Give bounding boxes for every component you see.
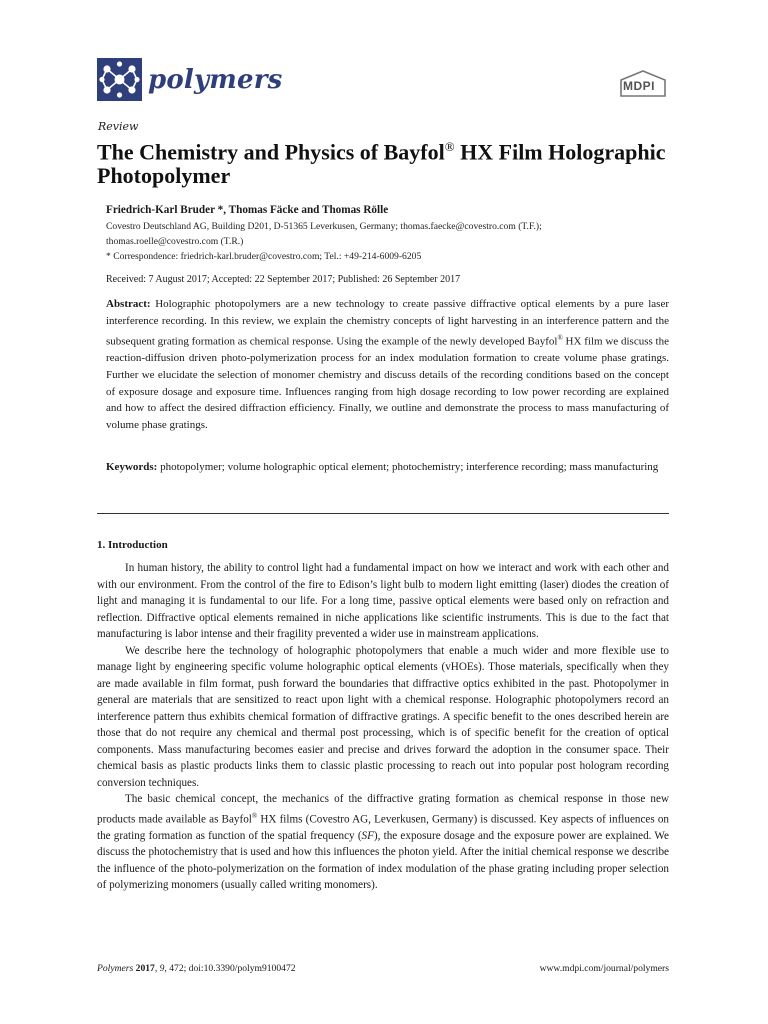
authors: Friedrich-Karl Bruder *, Thomas Fäcke and Thomas Rölle [106, 204, 389, 216]
affiliation-cont: thomas.roelle@covestro.com (T.R.) [106, 236, 244, 247]
journal-name: polymers [148, 64, 283, 95]
article-title: The Chemistry and Physics of Bayfol® HX Film Holographic Photopolymer [97, 139, 666, 189]
abstract: Abstract: Holographic photopolymers are a new technology to create passive diffractive optical elements by a pure laser interference recording. In this review, we explain the chemistry concepts of light harvesting in an interference pattern and the subsequent grating formation as chemical response. Using the example of the newly developed Bayfol® HX film we discuss the reaction-diffusion driven photo-polymerization process for an index modulation formation to create volume phase gratings. Further we elucidate the selection of monomer chemistry and discuss details of the recording conditions based on the concept of exposure dosage and exposure time. Influences ranging from high dosage recording to low power recording are explained and how to affect the desired diffraction efficiency. Finally, we outline and demonstrate the process to mass manufacturing of volume phase gratings. [106, 298, 669, 432]
polymers-logo-icon [97, 58, 142, 101]
journal-logo[interactable] [97, 58, 283, 101]
abstract-label: Abstract: [106, 298, 151, 310]
mdpi-logo[interactable] [617, 68, 669, 100]
paragraph: We describe here the technology of holographic photopolymers that enable a much wider and more flexible use to manage light by engineering specific volume holographic optical elements (vHOEs). Those materials, specifically when they are made available in film format, push forward the boundaries that diffractive optics exhibited in the past. Photopolymer in general are materials that are sensitized to react upon light with a chemical response. Holographic photopolymers record an interference pattern thus exhibits chemical formation of diffractive gratings. A specific benefit to the ones described herein are those that do not require any chemical and thermal post processing, which is of specific benefit for the creation of optical components. Mass manufacturing becomes easier and precise and drives forward the adoption in the consumer space. Their chemical basis as plastic products links them to classic plastic processing to reach out into popular post hologram recording conversion techniques. [97, 644, 669, 789]
received-dates: Received: 7 August 2017; Accepted: 22 September 2017; Published: 26 September 2017 [106, 274, 461, 285]
body-text [97, 560, 669, 894]
keywords: Keywords: photopolymer; volume holographic optical element; photochemistry; interference recording; mass manufacturing [106, 461, 659, 473]
keywords-label: Keywords: [106, 461, 158, 473]
journal-url-link[interactable]: www.mdpi.com/journal/polymers [539, 963, 669, 974]
article-type: Review [98, 120, 139, 133]
divider [97, 513, 669, 514]
section-heading: 1. Introduction [97, 539, 168, 551]
affiliation: Covestro Deutschland AG, Building D201, D-51365 Leverkusen, Germany; thomas.faecke@covestro.com (T.F.); [106, 221, 542, 232]
correspondence: * Correspondence: friedrich-karl.bruder@covestro.com; Tel.: +49-214-6009-6205 [106, 251, 422, 262]
journal-header [97, 58, 669, 106]
citation-footer: Polymers 2017, 9, 472; doi:10.3390/polym9100472 [97, 963, 296, 974]
paragraph: The basic chemical concept, the mechanics of the diffractive grating formation as chemical response in those new products made available as Bayfol® HX films (Covestro AG, Leverkusen, Germany) is discussed. Key aspects of influences on the grating formation as function of the spatial frequency (SF), the exposure dosage and the exposure power are explained. We discuss the photochemistry that is used and how this influences the photon yield. After the initial chemical response we describe the influence of the photo-polymerization on the formation of index modulation of the phase grating including proper selection of polymerizing monomers (usually called writing monomers). [97, 793, 669, 892]
paragraph: In human history, the ability to control light had a fundamental impact on how we interact and work with each other and with our environment. From the control of the fire to Edison’s light bulb to modern light emitting (laser) diodes the creation of light and managing it is fundamental to our life. For a long time, passive optical elements were based only on refraction and reflection. Diffractive optical elements remained in niche applications like scientific instruments. This is due to the fact that manufacturing is labor intense and their fragility prevented a wider use in mainstream applications. [97, 562, 669, 640]
publisher-name: MDPI [623, 79, 655, 93]
